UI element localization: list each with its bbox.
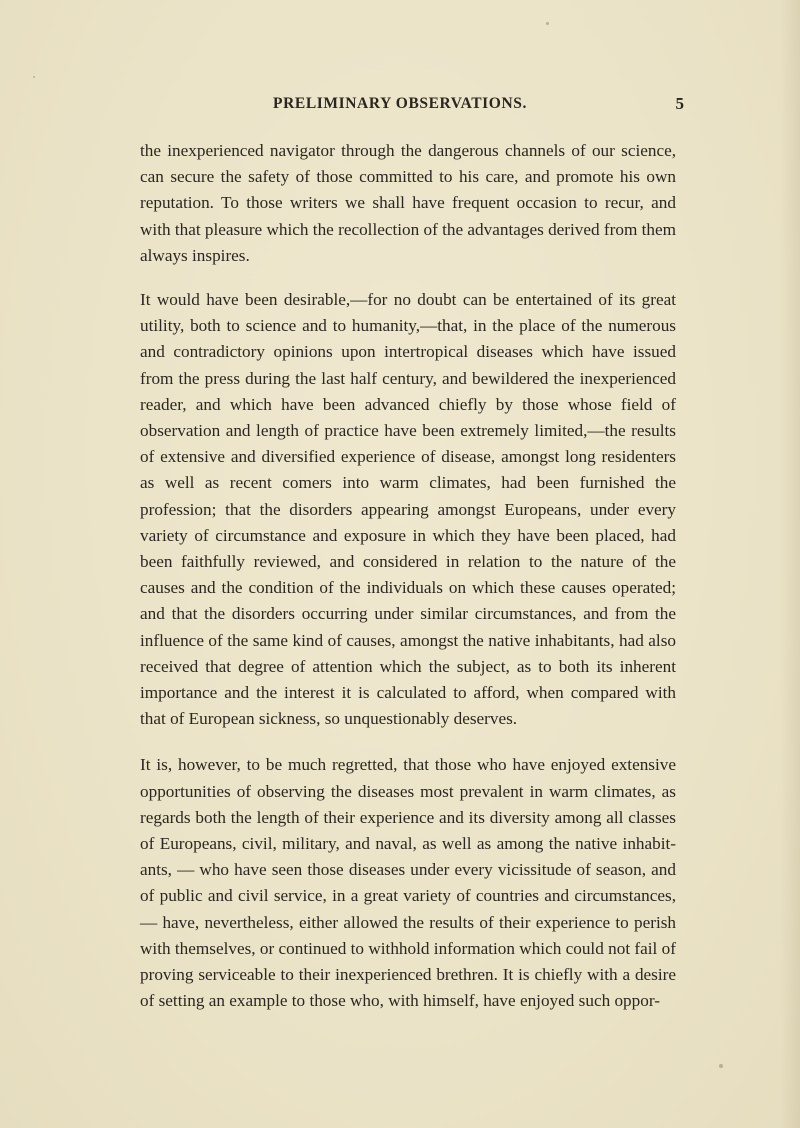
body-text (140, 138, 676, 1035)
paper-speck (546, 22, 549, 25)
page-edge-shadow (780, 0, 800, 1128)
paragraph-1: the inexperienced navigator through the dangerous channels of our science, can secure the safety of those committed to his care, and promote his own reputation. To those writers we shall have frequent occasion to recur, and with that pleasure which the recollection of the advantages derived from them always inspires. (140, 141, 676, 265)
paragraph-2: It would have been desirable,—for no doubt can be entertained of its great utility, both to science and to humanity,—that, in the place of the numerous and contradictory opinions upon intertropical diseases which have issued from the press during the last half century, and bewildered the inexperienced reader, and which have been advanced chiefly by those whose field of observation and length of practice have been extremely limited,—the results of extensive and diversified experience of disease, amongst long residenters as well as recent comers into warm climates, had been furnished the profession; that the disorders appearing amongst Europeans, under every variety of circumstance and exposure in which they have been placed, had been faithfully reviewed, and considered in relation to the nature of the causes and the condition of the individuals on which these causes operated; and that the disorders occurring under similar circumstances, and from the influence of the same kind of causes, amongst the native inhabitants, had also received that degree of attention which the subject, as to both its inherent importance and the interest it is calculated to afford, when compared with that of European sickness, so unquestionably deserves. (140, 290, 676, 729)
running-header (0, 92, 800, 116)
paragraph-3: It is, however, to be much regretted, that those who have enjoyed extensive opportunities of observing the diseases most prevalent in warm climates, as regards both the length of their experience and its diversity among all classes of Europeans, civil, military, and naval, as well as among the native inhabit- ants, — who have seen those diseases under every vicissitude of season, and of public and civil service, in a great variety of countries and circumstances,— have, nevertheless, either allowed the results of their experience to perish with themselves, or continued to withhold information which could not fail of proving serviceable to their inexperienced brethren. It is chiefly with a desire of setting an example to those who, with himself, have enjoyed such oppor- (140, 755, 676, 1011)
paper-speck (33, 76, 35, 78)
page-number: 5 (675, 94, 684, 113)
running-title: PRELIMINARY OBSERVATIONS. (273, 95, 527, 112)
paper-speck (719, 1064, 723, 1068)
